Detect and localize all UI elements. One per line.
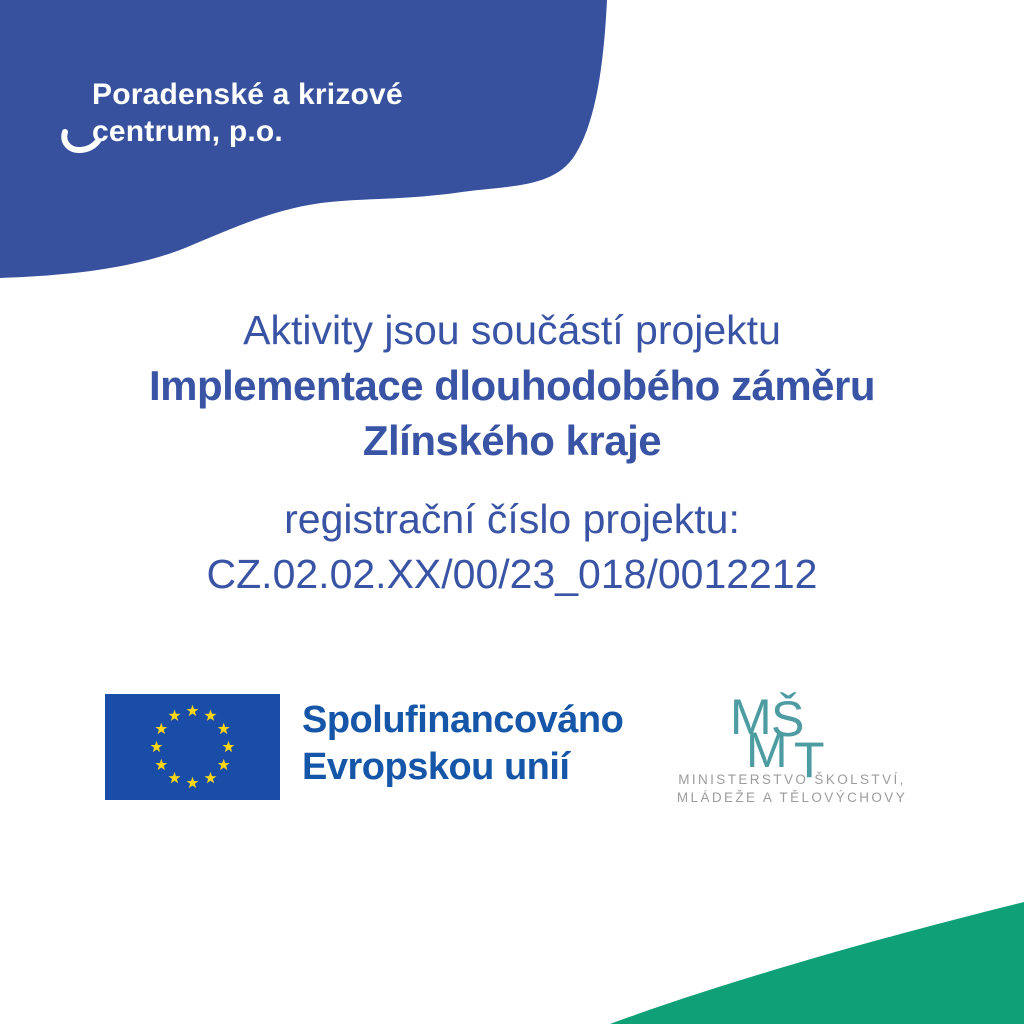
org-logo (92, 76, 403, 150)
green-wave-shape (604, 889, 1024, 1024)
project-text-block (0, 303, 1024, 468)
registration-label: registrační číslo projektu: (284, 496, 740, 542)
msmt-letter-m2: M (746, 722, 788, 778)
eu-caption-line1: Spolufinancováno (302, 699, 624, 741)
msmt-letter-t: T (794, 732, 825, 788)
project-title-line1: Implementace dlouhodobého záměru (148, 362, 876, 409)
registration-number: CZ.02.02.XX/00/23_018/0012212 (206, 551, 818, 597)
project-intro: Aktivity jsou součástí projektu (243, 307, 781, 353)
msmt-caption (642, 771, 942, 807)
org-name-line1: Poradenské a krizové (92, 78, 403, 111)
eu-flag-icon (105, 694, 280, 800)
msmt-letter-m1: M (730, 689, 772, 745)
org-name-line2: centrum, p.o. (92, 115, 283, 148)
eu-cofunded-caption (302, 697, 623, 791)
msmt-letter-s: Š (771, 691, 805, 747)
registration-block (0, 492, 1024, 602)
msmt-caption-line1: MINISTERSTVO ŠKOLSTVÍ, (678, 772, 906, 787)
project-title-line2: Zlínského kraje (362, 417, 662, 464)
smile-swoosh-icon (60, 129, 106, 159)
eu-caption-line2: Evropskou unií (302, 746, 570, 788)
msmt-caption-line2: MLÁDEŽE A TĚLOVÝCHOVY (676, 790, 908, 805)
